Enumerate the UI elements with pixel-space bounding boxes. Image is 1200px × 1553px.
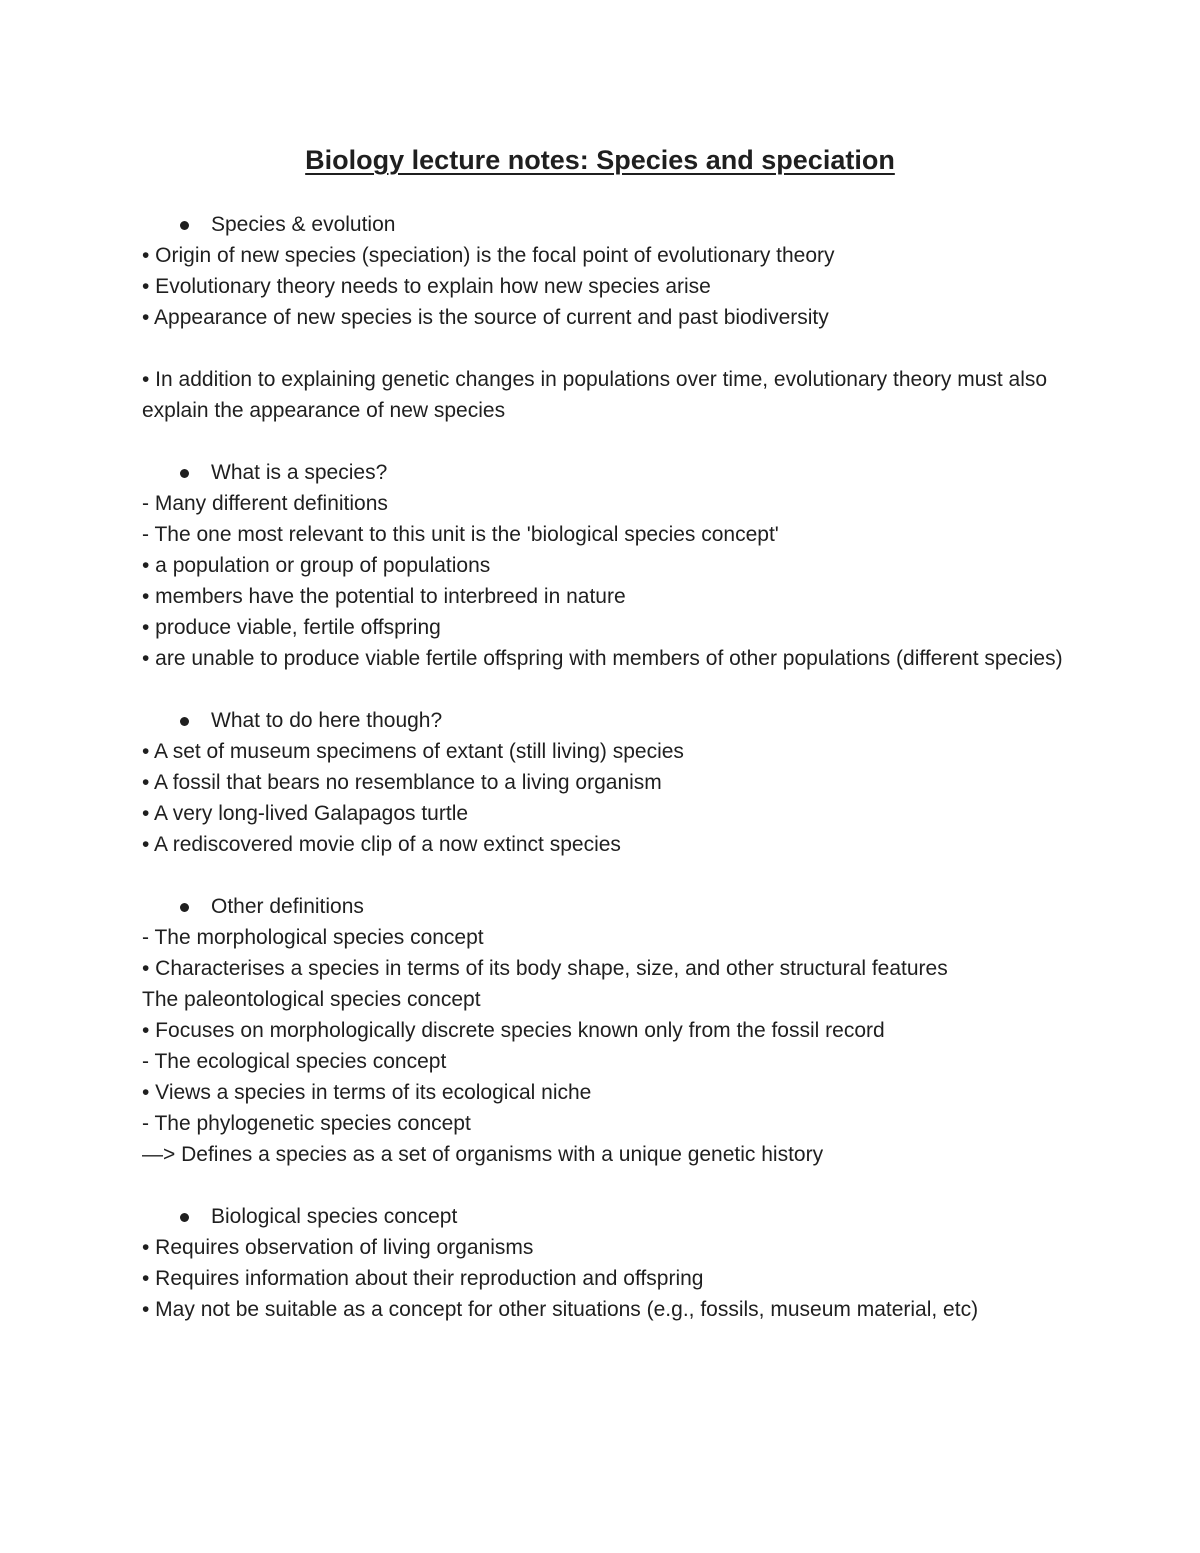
note-line: • May not be suitable as a concept for other situations (e.g., fossils, museum material, etc) (142, 1298, 979, 1321)
note-line: • are unable to produce viable fertile offspring with members of other populations (different species) (142, 647, 1063, 670)
note-line: - Many different definitions (142, 492, 388, 515)
bullet-icon (180, 1213, 189, 1222)
section-heading (142, 705, 1072, 736)
note-line: • a population or group of populations (142, 554, 491, 577)
note-line: • Evolutionary theory needs to explain how new species arise (142, 275, 711, 298)
section-species-evolution (142, 209, 1072, 333)
note-line: • produce viable, fertile offspring (142, 616, 441, 639)
note-line: • A set of museum specimens of extant (still living) species (142, 740, 684, 763)
section-what-to-do-here (142, 705, 1072, 860)
section-heading (142, 209, 1072, 240)
note-line: • Appearance of new species is the source of current and past biodiversity (142, 306, 829, 329)
bullet-icon (180, 717, 189, 726)
bullet-icon (180, 221, 189, 230)
notes-body (142, 209, 1072, 1356)
note-line: • members have the potential to interbreed in nature (142, 585, 626, 608)
section-heading-text: Biological species concept (211, 1205, 458, 1228)
section-what-is-a-species (142, 457, 1072, 674)
note-line: • Origin of new species (speciation) is the focal point of evolutionary theory (142, 244, 835, 267)
note-line: • Requires observation of living organisms (142, 1236, 534, 1259)
note-line: - The one most relevant to this unit is the 'biological species concept' (142, 523, 779, 546)
note-line: • A rediscovered movie clip of a now extinct species (142, 833, 621, 856)
section-heading (142, 891, 1072, 922)
section-heading-text: Species & evolution (211, 213, 396, 236)
note-line: - The morphological species concept (142, 926, 484, 949)
note-line: —> Defines a species as a set of organisms with a unique genetic history (142, 1143, 824, 1166)
note-line: • Requires information about their reproduction and offspring (142, 1267, 704, 1290)
section-other-definitions (142, 891, 1072, 1170)
bullet-icon (180, 903, 189, 912)
section-heading (142, 457, 1072, 488)
section-heading (142, 1201, 1072, 1232)
page-title: Biology lecture notes: Species and speciation (305, 145, 895, 175)
section-heading-text: Other definitions (211, 895, 364, 918)
note-line: - The ecological species concept (142, 1050, 447, 1073)
note-line: The paleontological species concept (142, 988, 481, 1011)
section-species-evolution-extra (142, 364, 1072, 426)
section-biological-species-concept (142, 1201, 1072, 1325)
note-line: • Views a species in terms of its ecological niche (142, 1081, 592, 1104)
note-line: • A very long-lived Galapagos turtle (142, 802, 469, 825)
note-line: - The phylogenetic species concept (142, 1112, 471, 1135)
section-heading-text: What to do here though? (211, 709, 443, 732)
note-line: • A fossil that bears no resemblance to a living organism (142, 771, 662, 794)
bullet-icon (180, 469, 189, 478)
note-paragraph: • In addition to explaining genetic changes in populations over time, evolutionary theory must also explain the appearance of new species (142, 368, 1048, 422)
note-line: • Focuses on morphologically discrete species known only from the fossil record (142, 1019, 885, 1042)
section-heading-text: What is a species? (211, 461, 388, 484)
note-line: • Characterises a species in terms of its body shape, size, and other structural features (142, 957, 948, 980)
